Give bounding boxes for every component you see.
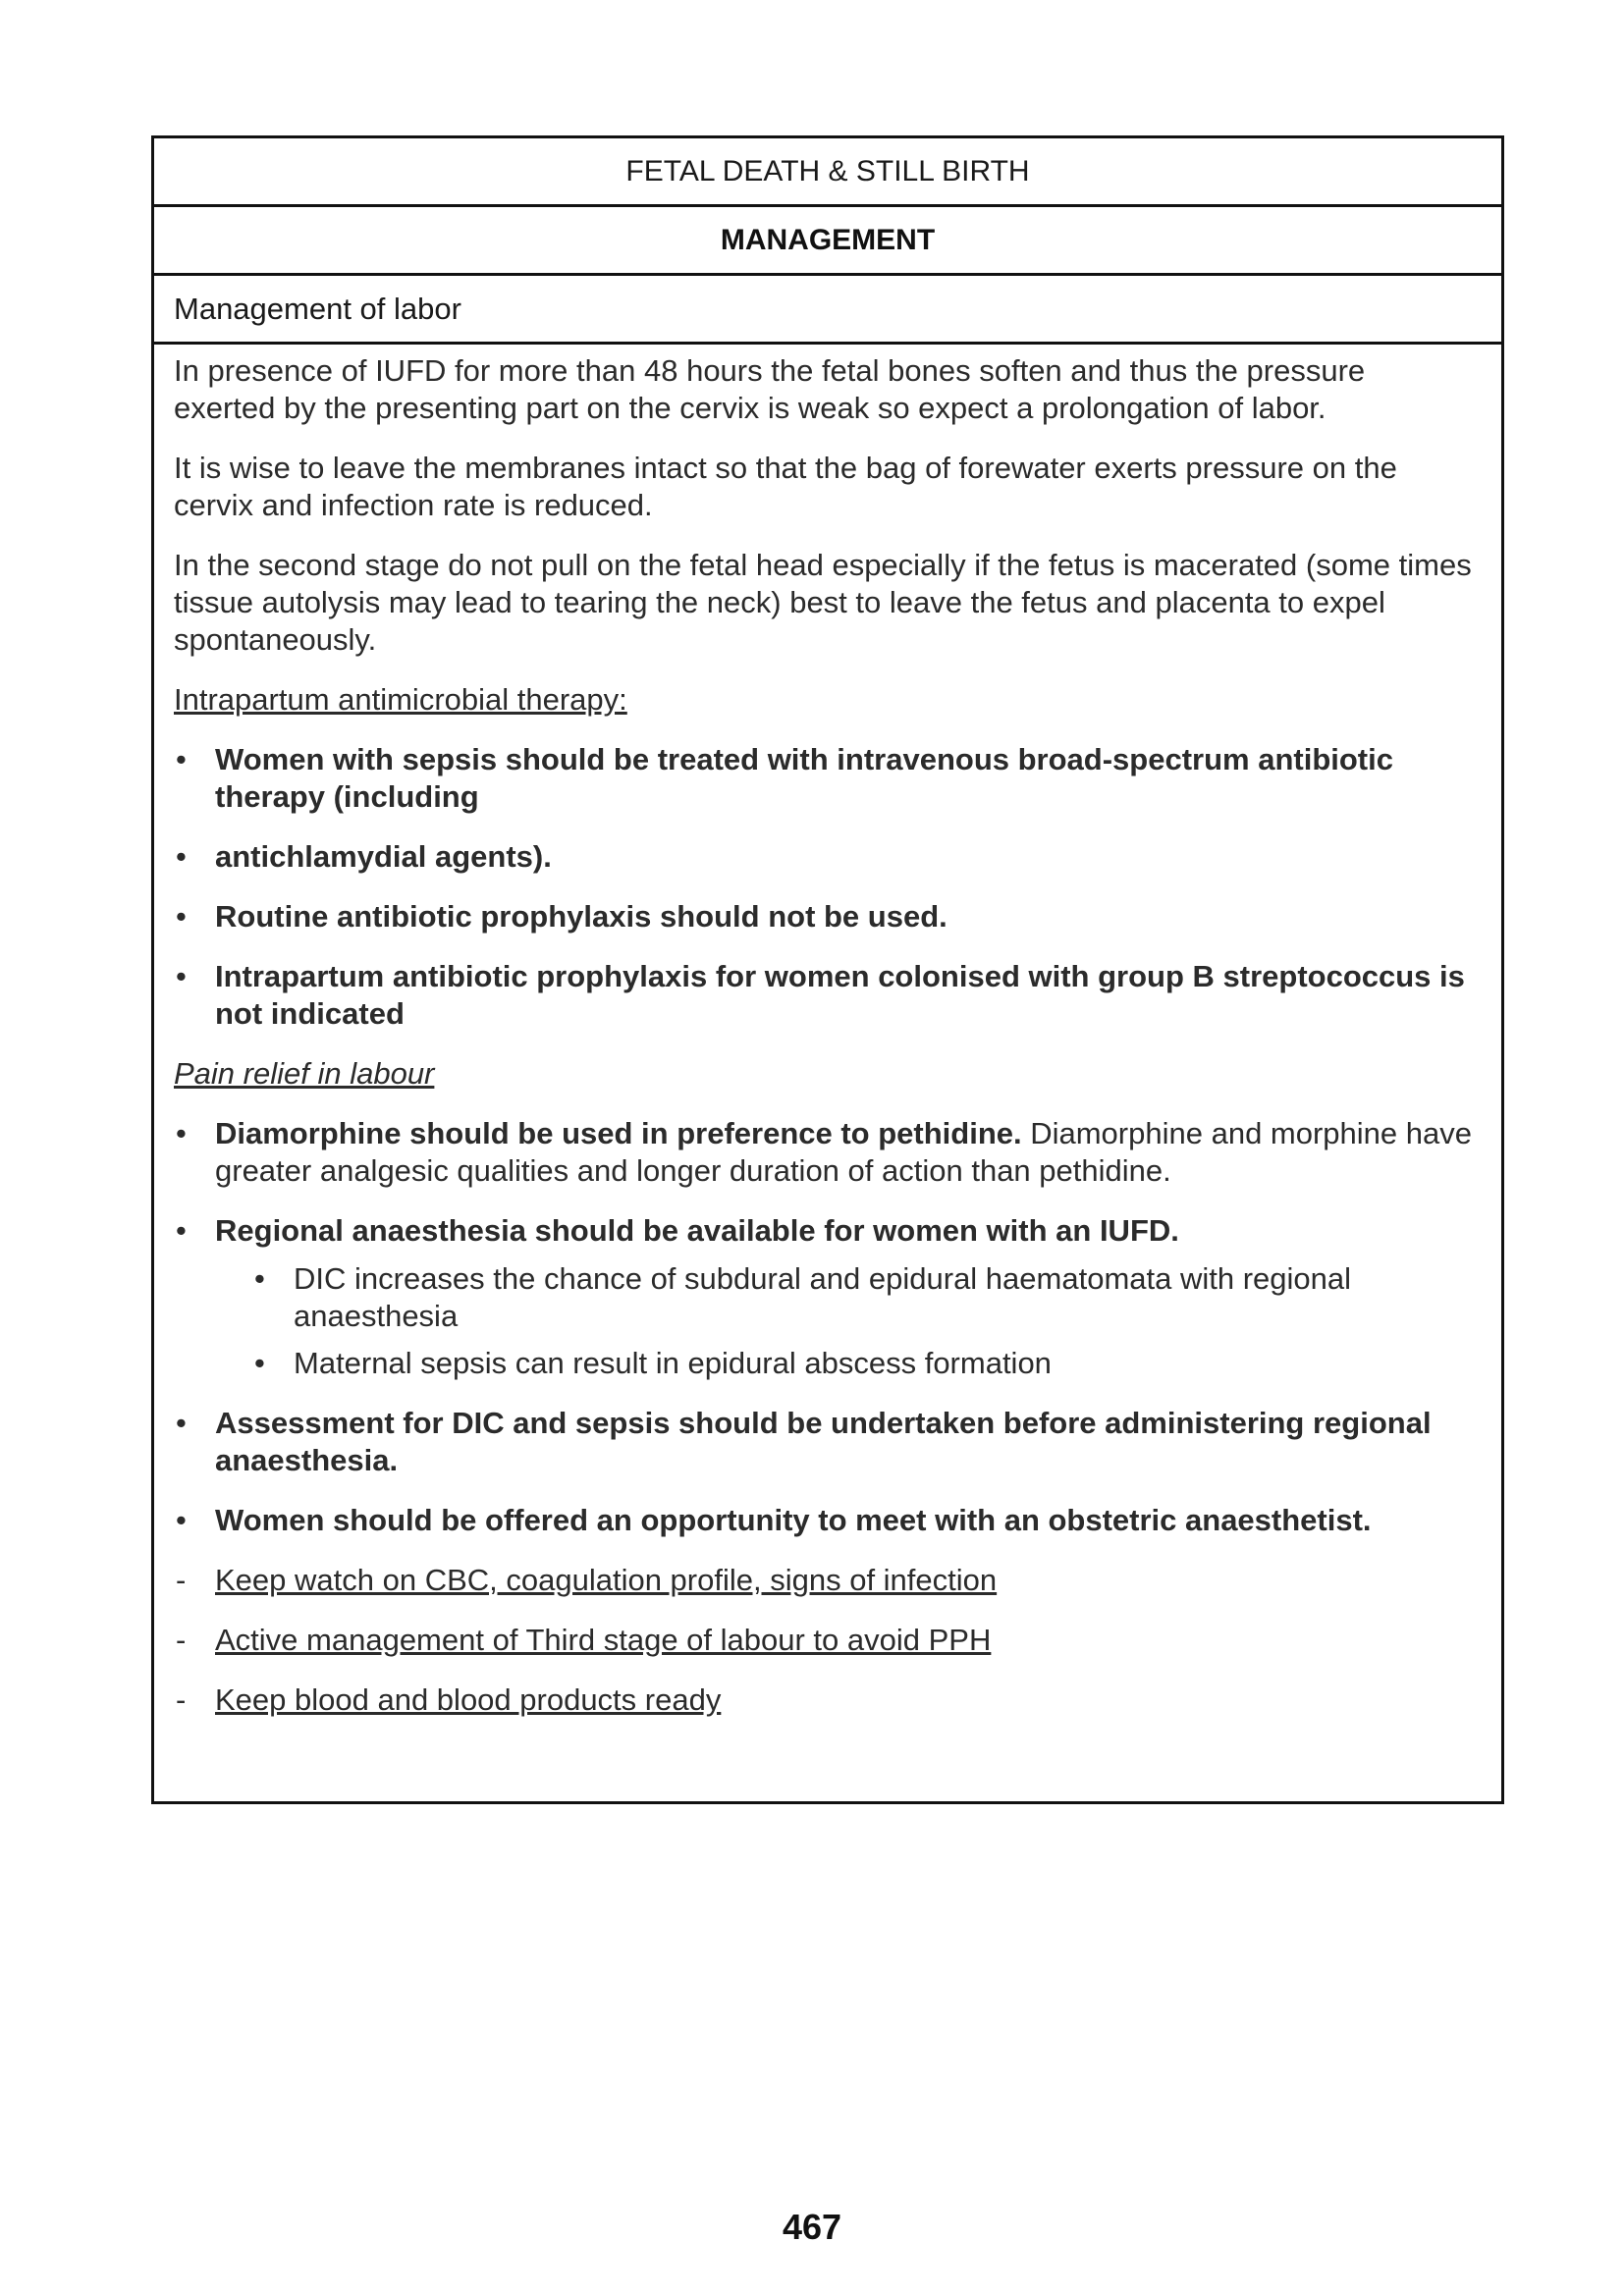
bullet-icon: • (176, 1213, 187, 1248)
list-item-bold-text: Diamorphine should be used in preference to pethidine. (215, 1116, 1022, 1150)
list-item-text: Women should be offered an opportunity to meet with an obstetric anaesthetist. (215, 1503, 1372, 1537)
list-item-text: antichlamydial agents). (215, 839, 552, 874)
bullet-icon: • (254, 1261, 265, 1296)
list-item (174, 838, 1472, 876)
dash-icon: - (176, 1563, 187, 1597)
bullet-icon: • (176, 1406, 187, 1440)
dash-icon: - (176, 1623, 187, 1657)
list-item (174, 1212, 1472, 1250)
table-subheading-row (154, 276, 1501, 345)
sub-list-item-text: Maternal sepsis can result in epidural abscess formation (294, 1346, 1052, 1380)
list-item (174, 1405, 1472, 1479)
paragraph: In presence of IUFD for more than 48 hours the fetal bones soften and thus the pressure exerted by the presenting part on the cervix is weak so expect a prolongation of labor. (174, 353, 1366, 425)
page-number: 467 (782, 2207, 842, 2247)
bullet-icon: • (176, 1116, 187, 1150)
list-item-text: Intrapartum antibiotic prophylaxis for women colonised with group B streptococcus is not indicated (215, 959, 1465, 1031)
list-item-text (215, 1115, 1472, 1190)
paragraph: In the second stage do not pull on the fetal head especially if the fetus is macerated (some times tissue autolysis may lead to tearing the neck) best to leave the fetus and placenta to expel spontaneously. (174, 548, 1472, 657)
section-subheading: Management of labor (174, 291, 461, 326)
dash-item (174, 1562, 1472, 1599)
list-item-text: Assessment for DIC and sepsis should be undertaken before administering regional anaesthesia. (215, 1406, 1432, 1477)
table-title-row (154, 138, 1501, 207)
list-item-text: Regional anaesthesia should be available for women with an IUFD. (215, 1213, 1179, 1248)
table-body-cell (154, 345, 1501, 1719)
list-item (174, 958, 1472, 1033)
dash-item-text: Keep blood and blood products ready (215, 1682, 722, 1717)
dash-item-text: Active management of Third stage of labour to avoid PPH (215, 1623, 992, 1657)
paragraph: It is wise to leave the membranes intact so that the bag of forewater exerts pressure on the cervix and infection rate is reduced. (174, 451, 1397, 522)
bullet-icon: • (176, 959, 187, 993)
sub-list (174, 1260, 1472, 1382)
dash-icon: - (176, 1682, 187, 1717)
sub-list-item-text: DIC increases the chance of subdural and epidural haematomata with regional anaesthesia (294, 1261, 1352, 1333)
bullet-icon: • (176, 839, 187, 874)
bullet-icon: • (176, 1503, 187, 1537)
sub-list-item (252, 1260, 1472, 1335)
table-heading-row (154, 207, 1501, 276)
bullet-icon: • (176, 899, 187, 934)
list-item-text: Routine antibiotic prophylaxis should not be used. (215, 899, 947, 934)
content-table (151, 135, 1504, 1804)
bullet-icon: • (176, 742, 187, 776)
pain-relief-heading: Pain relief in labour (174, 1056, 435, 1091)
antimicrobial-heading: Intrapartum antimicrobial therapy: (174, 682, 627, 717)
list-item (174, 1115, 1472, 1190)
list-item (174, 741, 1472, 816)
dash-item (174, 1682, 1472, 1719)
dash-item (174, 1622, 1472, 1659)
section-heading: MANAGEMENT (720, 223, 936, 256)
sub-list-item (252, 1345, 1472, 1382)
list-item (174, 1502, 1472, 1539)
bullet-icon: • (254, 1346, 265, 1380)
dash-item-text: Keep watch on CBC, coagulation profile, signs of infection (215, 1563, 998, 1597)
list-item-text: Women with sepsis should be treated with intravenous broad-spectrum antibiotic therapy (including (215, 742, 1393, 814)
page-title: FETAL DEATH & STILL BIRTH (625, 154, 1030, 187)
list-item (174, 898, 1472, 935)
list-item-rest-text: Diamorphine and morphine have greater analgesic qualities and longer duration of action than pethidine. (215, 1116, 1472, 1188)
